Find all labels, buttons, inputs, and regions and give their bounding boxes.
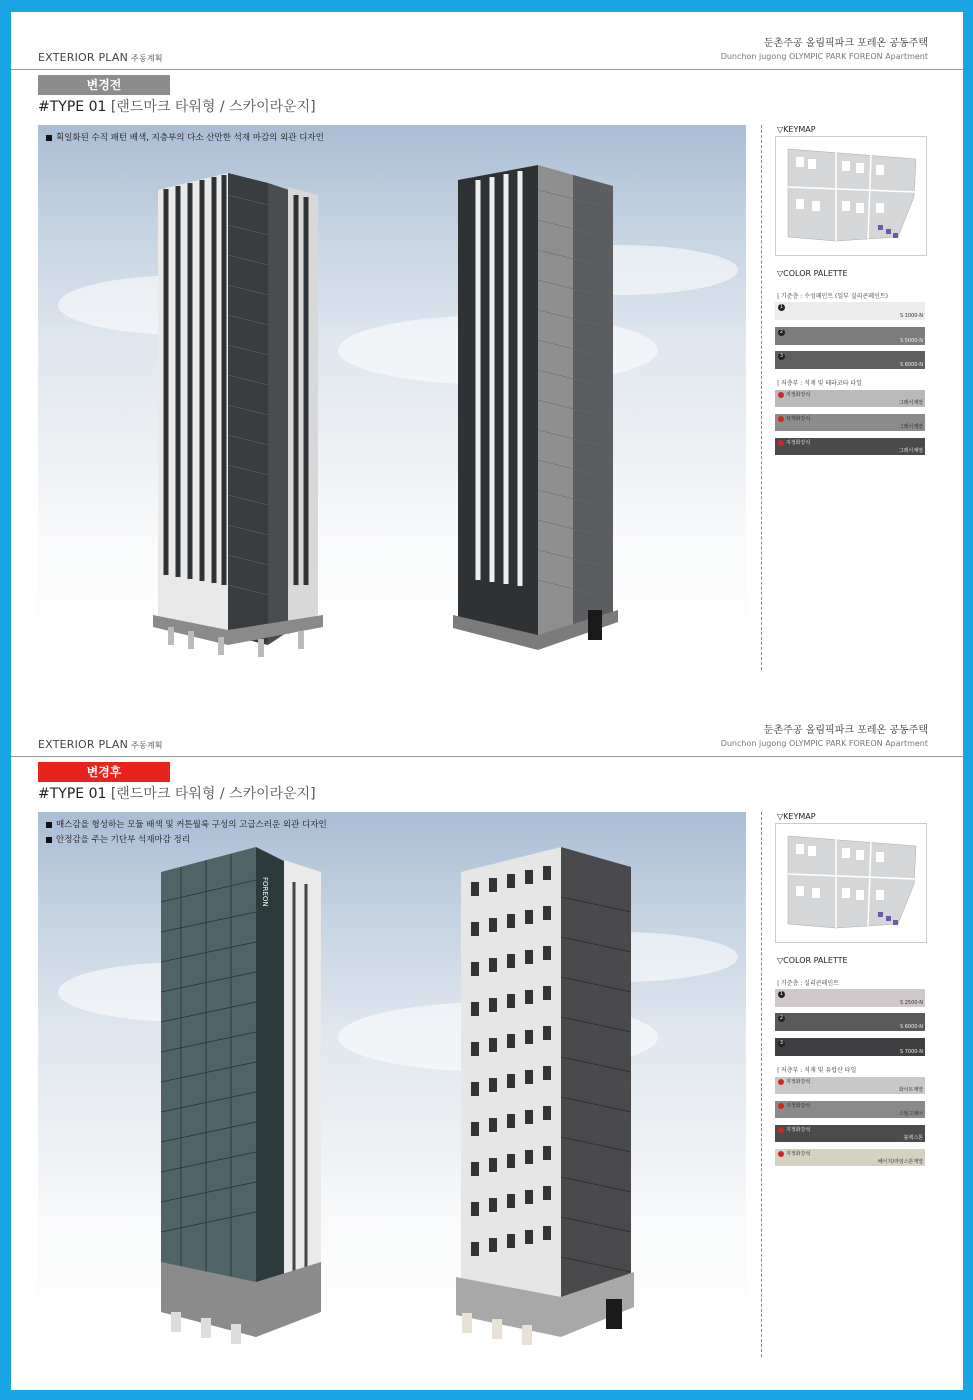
tower-b-before <box>448 160 638 660</box>
header-divider <box>11 69 963 70</box>
paint-swatch: 1 S 2500-N <box>775 989 925 1007</box>
header-title: EXTERIOR PLAN 주동계획 <box>38 738 163 751</box>
tower-a-after <box>156 842 336 1352</box>
foreon-logo: FOREON <box>261 877 269 907</box>
paint-swatch: 3 S 6000-N <box>775 351 925 369</box>
building-rendering <box>38 812 746 1352</box>
paint-swatch: 1 S 1000-N <box>775 302 925 320</box>
project-name-en: Dunchon jugong OLYMPIC PARK FOREON Apartment <box>720 739 928 748</box>
design-note: 안정감을 주는 기단부 석재마감 정리 <box>46 833 190 845</box>
type-heading: #TYPE 01 [랜드마크 타워형 / 스카이라운지] <box>38 99 316 115</box>
color-palette-label: ▽COLOR PALETTE <box>777 956 848 965</box>
base-floor-label: | 기준층 : 실리콘페인트 <box>777 980 839 987</box>
base-floor-label: | 기준층 : 수성페인트 (일부 실리콘페인트) <box>777 293 888 300</box>
lower-floor-label: | 저층부 : 석재 및 유럽산 타일 <box>777 1067 857 1074</box>
design-note: 획일화된 수직 패턴 배색, 지층부의 다소 산만한 석재 마감의 외관 디자인 <box>46 131 324 143</box>
status-badge-before: 변경전 <box>38 75 170 95</box>
stone-swatch: 지정화강석 블랙스톤 <box>775 1125 925 1142</box>
project-name-ko: 둔촌주공 올림픽파크 포레온 공동주택 <box>763 725 928 736</box>
keymap-image <box>775 823 927 943</box>
stone-swatch: 석재화강석 그레이계열 <box>775 414 925 431</box>
stone-swatch: 지정화강석 그레이계열 <box>775 390 925 407</box>
project-name-ko: 둔촌주공 올림픽파크 포레온 공동주택 <box>763 38 928 49</box>
stone-swatch: 지정화강석 베이지/라임스톤계열 <box>775 1149 925 1166</box>
keymap-label: ▽KEYMAP <box>777 125 816 134</box>
tower-b-after <box>456 837 646 1352</box>
building-rendering <box>38 125 746 665</box>
panel-before <box>11 12 963 700</box>
panel-after <box>11 700 963 1388</box>
tower-a-before <box>148 165 338 660</box>
lower-floor-label: | 저층부 : 석재 및 테라코타 타일 <box>777 380 863 387</box>
color-palette-label: ▽COLOR PALETTE <box>777 269 848 278</box>
project-name-en: Dunchon jugong OLYMPIC PARK FOREON Apartment <box>720 52 928 61</box>
paint-swatch: 3 S 7000-N <box>775 1038 925 1056</box>
stone-swatch: 지정화강석 화이트계열 <box>775 1077 925 1094</box>
paint-swatch: 2 S 5000-N <box>775 327 925 345</box>
type-heading: #TYPE 01 [랜드마크 타워형 / 스카이라운지] <box>38 786 316 802</box>
status-badge-after: 변경후 <box>38 762 170 782</box>
design-note: 매스감을 형성하는 모듈 배색 및 커튼월룩 구성의 고급스러운 외관 디자인 <box>46 818 327 830</box>
header-divider <box>11 756 963 757</box>
keymap-image <box>775 136 927 256</box>
header-title: EXTERIOR PLAN 주동계획 <box>38 51 163 64</box>
document-sheet <box>11 12 963 1390</box>
keymap-label: ▽KEYMAP <box>777 812 816 821</box>
stone-swatch: 지정화강석 스틸그레이 <box>775 1101 925 1118</box>
stone-swatch: 지정화강석 그레이계열 <box>775 438 925 455</box>
paint-swatch: 2 S 6000-N <box>775 1013 925 1031</box>
